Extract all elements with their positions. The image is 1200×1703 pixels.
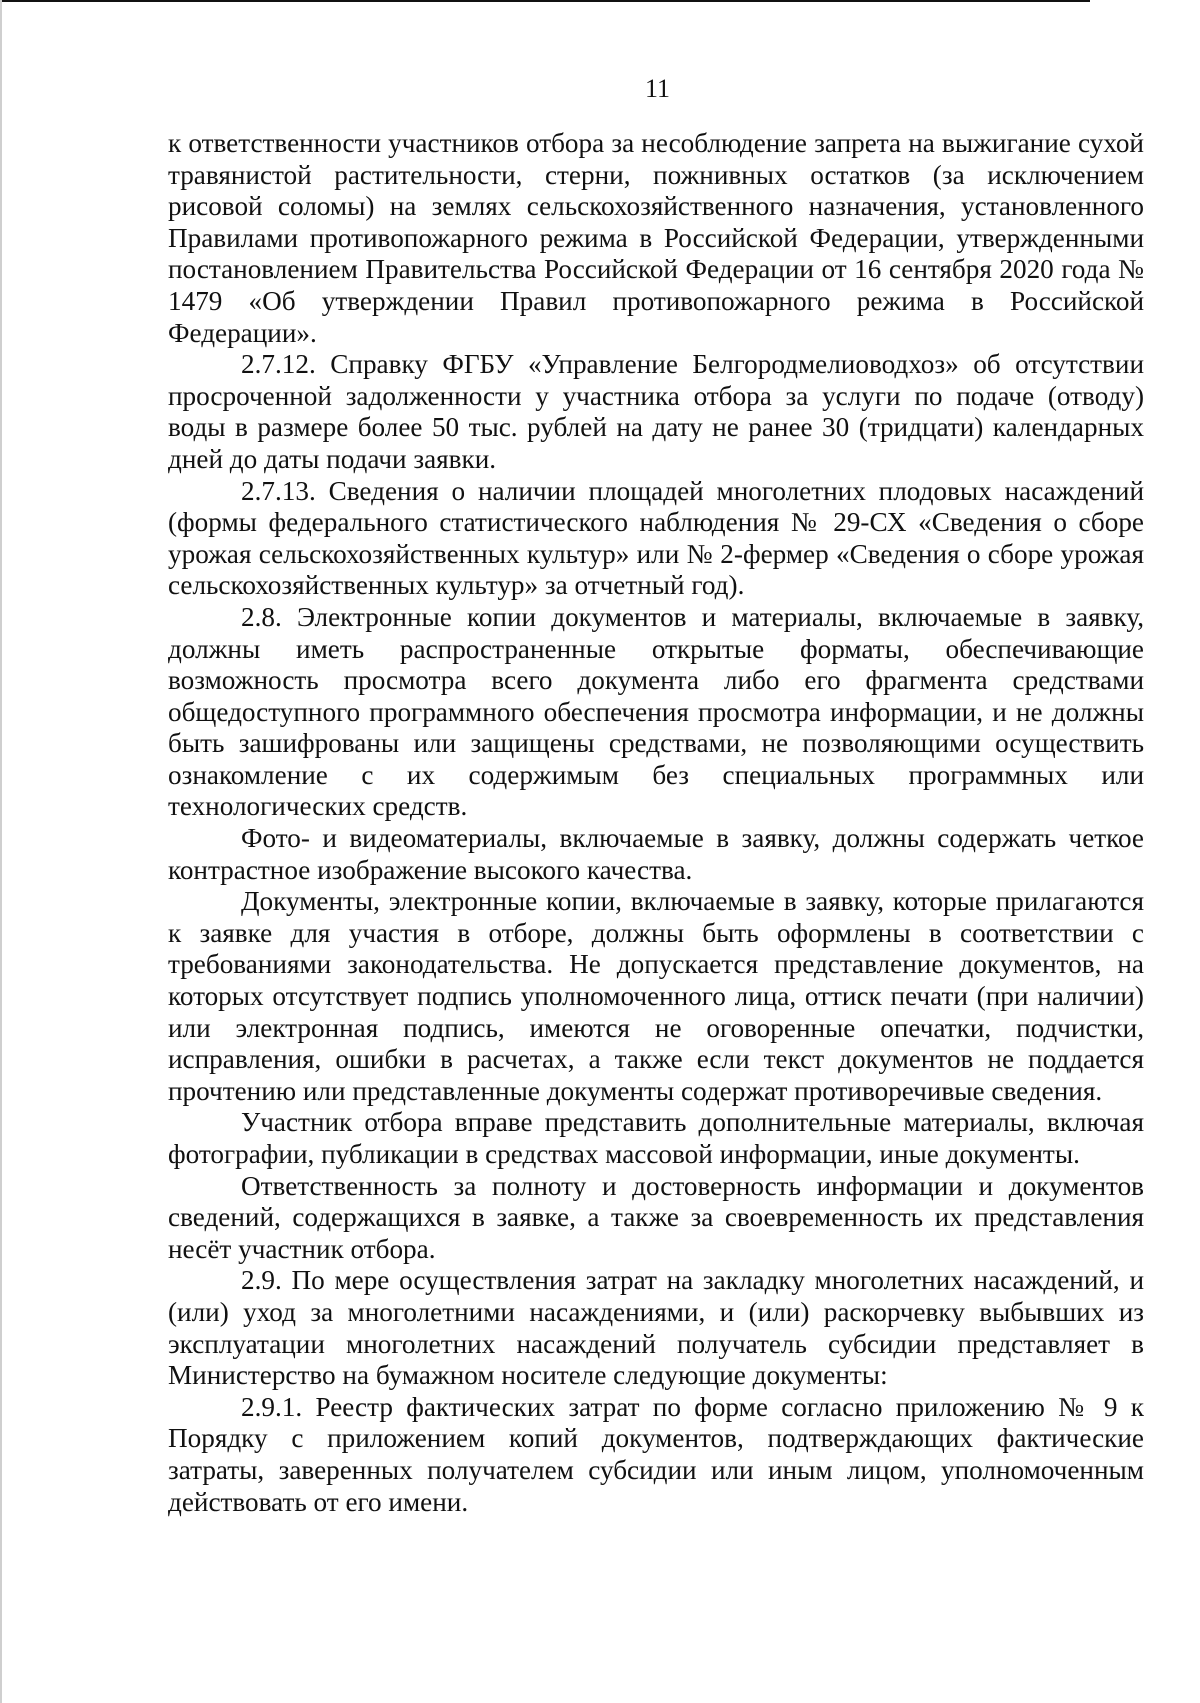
paragraph-additional-materials: Участник отбора вправе представить дополнительные материалы, включая фотографии, публикации в средствах массовой информации, иные документы. [168,1107,1144,1169]
page-number: 11 [644,74,671,103]
paragraph-2-9: 2.9. По мере осуществления затрат на закладку многолетних насаждений, и (или) уход за многолетними насаждениями, и (или) раскорчевку выбывших из эксплуатации многолетних насаждений получатель субсидии представляет в Министерство на бумажном носителе следующие документы: [168,1265,1144,1391]
paragraph-responsibility: Ответственность за полноту и достоверность информации и документов сведений, содержащихся в заявке, а также за своевременность их представления несёт участник отбора. [168,1170,1144,1264]
scan-border-top [0,0,1090,2]
paragraph-2-8: 2.8. Электронные копии документов и материалы, включаемые в заявку, должны иметь распространенные открытые форматы, обеспечивающие возможность просмотра всего документа либо его фрагмента средствами общедоступного программного обеспечения просмотра информации, и не должны быть зашифрованы или защищены средствами, не позволяющими осуществить ознакомление с их содержимым без специальных программных или технологических средств. [168,601,1144,822]
paragraph-documents-requirements: Документы, электронные копии, включаемые в заявку, которые прилагаются к заявке для участия в отборе, должны быть оформлены в соответствии с требованиями законодательства. Не допускается представление документов, на которых отсутствует подпись уполномоченного лица, оттиск печати (при наличии) или электронная подпись, имеются не оговоренные опечатки, подчистки, исправления, ошибки в расчетах, а также если текст документов не поддается прочтению или представленные документы содержат противоречивые сведения. [168,886,1144,1106]
document-body [168,128,1144,1518]
paragraph-2-7-13: 2.7.13. Сведения о наличии площадей многолетних плодовых насаждений (формы федерального статистического наблюдения № 29-СХ «Сведения о сборе урожая сельскохозяйственных культур» или № 2-фермер «Сведения о сборе урожая сельскохозяйственных культур» за отчетный год). [168,475,1144,601]
paragraph-photo-video: Фото- и видеоматериалы, включаемые в заявку, должны содержать четкое контрастное изображение высокого качества. [168,823,1144,885]
paragraph-2-7-12: 2.7.12. Справку ФГБУ «Управление Белгородмелиоводхоз» об отсутствии просроченной задолженности у участника отбора за услуги по подаче (отводу) воды в размере более 50 тыс. рублей на дату не ранее 30 (тридцати) календарных дней до даты подачи заявки. [168,349,1144,474]
paragraph-continuation: к ответственности участников отбора за несоблюдение запрета на выжигание сухой травянистой растительности, стерни, пожнивных остатков (за исключением рисовой соломы) на землях сельскохозяйственного назначения, установленного Правилами противопожарного режима в Российской Федерации, утвержденными постановлением Правительства Российской Федерации от 16 сентября 2020 года № 1479 «Об утверждении Правил противопожарного режима в Российской Федерации». [168,128,1144,348]
scan-border-left [0,0,2,1703]
paragraph-2-9-1: 2.9.1. Реестр фактических затрат по форме согласно приложению № 9 к Порядку с приложением копий документов, подтверждающих фактические затраты, заверенных получателем субсидии или иным лицом, уполномоченным действовать от его имени. [168,1391,1144,1517]
